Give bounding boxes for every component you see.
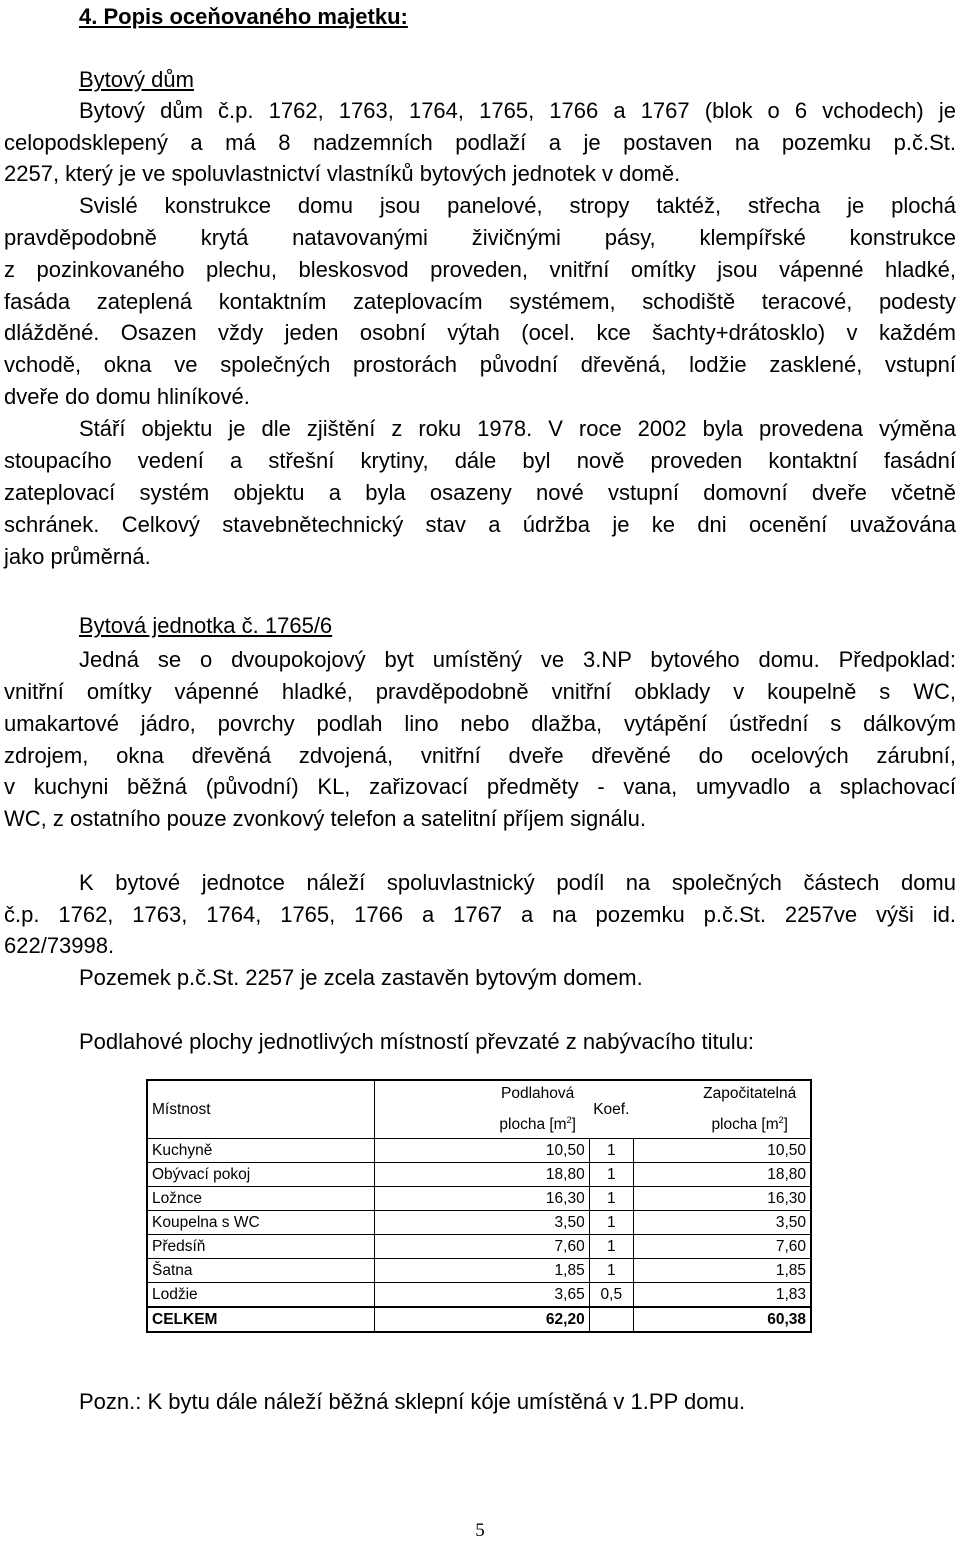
header-counted-close: ] [783, 1116, 788, 1134]
header-area-close: ] [571, 1116, 576, 1134]
unit-line: zdrojem, okna dřevěná zdvojená, vnitřní dveře dřevěné do ocelových zárubní, [4, 743, 956, 768]
header-area-sup: 2 [566, 1115, 572, 1125]
unit-line: umakartové jádro, povrchy podlah lino nebo dlažba, vytápění ústřední s dálkovým [4, 711, 956, 736]
table-row [147, 1235, 811, 1259]
cell-counted: 7,60 [633, 1235, 811, 1259]
table-row [147, 1259, 811, 1283]
cell-room: Kuchyně [147, 1139, 375, 1163]
house-line: schránek. Celkový stavebnětechnický stav a údržba je ke dni ocenění uvažována [4, 512, 956, 537]
header-counted [633, 1080, 811, 1139]
table-row [147, 1211, 811, 1235]
cell-coef: 1 [589, 1163, 633, 1187]
share-line: Pozemek p.č.St. 2257 je zcela zastavěn bytovým domem. [79, 965, 643, 990]
total-coef [589, 1307, 633, 1332]
cell-counted: 3,50 [633, 1211, 811, 1235]
house-subheading: Bytový dům [79, 67, 194, 92]
floor-area-table [146, 1079, 812, 1333]
header-room: Místnost [147, 1080, 375, 1139]
cell-area: 10,50 [375, 1139, 590, 1163]
cell-area: 16,30 [375, 1187, 590, 1211]
cell-coef: 0,5 [589, 1283, 633, 1308]
cell-coef: 1 [589, 1259, 633, 1283]
cell-counted: 10,50 [633, 1139, 811, 1163]
house-line: dlážděné. Osazen vždy jeden osobní výtah (ocel. kce šachty+drátosklo) v každém [4, 320, 956, 345]
header-area-top: Podlahová [501, 1085, 575, 1102]
table-row [147, 1187, 811, 1211]
cell-area: 3,50 [375, 1211, 590, 1235]
cell-coef: 1 [589, 1187, 633, 1211]
house-line: pravděpodobně krytá natavovanými živičnými pásy, klempířské konstrukce [4, 225, 956, 250]
house-line: vchodě, okna ve společných prostorách původní dřevěná, lodžie zasklené, vstupní [4, 352, 956, 377]
cell-area: 3,65 [375, 1283, 590, 1308]
header-area [375, 1080, 590, 1139]
total-label: CELKEM [147, 1307, 375, 1332]
table-row [147, 1139, 811, 1163]
cell-coef: 1 [589, 1211, 633, 1235]
house-line: jako průměrná. [4, 544, 151, 569]
house-line: Bytový dům č.p. 1762, 1763, 1764, 1765, 1766 a 1767 (blok o 6 vchodech) je [79, 98, 956, 123]
cell-room: Šatna [147, 1259, 375, 1283]
unit-line: WC, z ostatního pouze zvonkový telefon a satelitní příjem signálu. [4, 806, 646, 831]
unit-line: vnitřní omítky vápenné hladké, pravděpodobně vnitřní obklady v koupelně s WC, [4, 679, 956, 704]
cell-area: 1,85 [375, 1259, 590, 1283]
cell-area: 7,60 [375, 1235, 590, 1259]
house-line: celopodsklepený a má 8 nadzemních podlaží a je postaven na pozemku p.č.St. [4, 130, 956, 155]
cell-counted: 1,85 [633, 1259, 811, 1283]
cell-room: Předsíň [147, 1235, 375, 1259]
share-line: K bytové jednotce náleží spoluvlastnický podíl na společných částech domu [79, 870, 956, 895]
house-line: stoupacího vedení a střešní krytiny, dále byl nově proveden kontaktní fasádní [4, 448, 956, 473]
total-counted: 60,38 [633, 1307, 811, 1332]
unit-line: Jedná se o dvoupokojový byt umístěný ve 3.NP bytového domu. Předpoklad: [79, 647, 956, 672]
table-row [147, 1283, 811, 1308]
house-line: dveře do domu hliníkové. [4, 384, 250, 409]
house-line: fasáda zateplená kontaktním zateplovacím systémem, schodiště teracové, podesty [4, 289, 956, 314]
house-line: Svislé konstrukce domu jsou panelové, stropy taktéž, střecha je plochá [79, 193, 956, 218]
section-heading: 4. Popis oceňovaného majetku: [79, 4, 408, 29]
header-coef: Koef. [589, 1080, 633, 1139]
table-intro: Podlahové plochy jednotlivých místností převzaté z nabývacího titulu: [79, 1029, 755, 1054]
cell-room: Obývací pokoj [147, 1163, 375, 1187]
house-line: 2257, který je ve spoluvlastnictví vlastníků bytových jednotek v domě. [4, 161, 681, 186]
cell-counted: 1,83 [633, 1283, 811, 1308]
cell-coef: 1 [589, 1139, 633, 1163]
share-line: č.p. 1762, 1763, 1764, 1765, 1766 a 1767 a na pozemku p.č.St. 2257ve výši id. [4, 902, 956, 927]
header-counted-bottom [693, 1107, 806, 1138]
unit-subheading: Bytová jednotka č. 1765/6 [79, 613, 333, 638]
house-line: z pozinkovaného plechu, bleskosvod proveden, vnitřní omítky jsou vápenné hladké, [4, 257, 956, 282]
note: Pozn.: K bytu dále náleží běžná sklepní kóje umístěná v 1.PP domu. [79, 1389, 746, 1414]
house-line: zateplovací systém objektu a byla osazeny nové vstupní domovní dveře včetně [4, 480, 956, 505]
header-counted-sup: 2 [778, 1115, 784, 1125]
cell-area: 18,80 [375, 1163, 590, 1187]
cell-room: Ložnce [147, 1187, 375, 1211]
cell-counted: 16,30 [633, 1187, 811, 1211]
table-row [147, 1163, 811, 1187]
cell-room: Lodžie [147, 1283, 375, 1308]
cell-room: Koupelna s WC [147, 1211, 375, 1235]
total-area: 62,20 [375, 1307, 590, 1332]
page-number: 5 [475, 1520, 485, 1541]
cell-counted: 18,80 [633, 1163, 811, 1187]
cell-coef: 1 [589, 1235, 633, 1259]
table-header-row [147, 1080, 811, 1139]
table-total-row [147, 1307, 811, 1332]
share-line: 622/73998. [4, 933, 115, 958]
header-counted-unit: plocha [m [711, 1116, 779, 1134]
house-line: Stáří objektu je dle zjištění z roku 1978. V roce 2002 byla provedena výměna [79, 416, 956, 441]
header-counted-top: Započitatelná [703, 1085, 797, 1102]
header-area-bottom [490, 1107, 585, 1138]
unit-line: v kuchyni běžná (původní) KL, zařizovací předměty - vana, umyvadlo a splachovací [4, 774, 956, 799]
header-area-unit: plocha [m [499, 1116, 567, 1134]
